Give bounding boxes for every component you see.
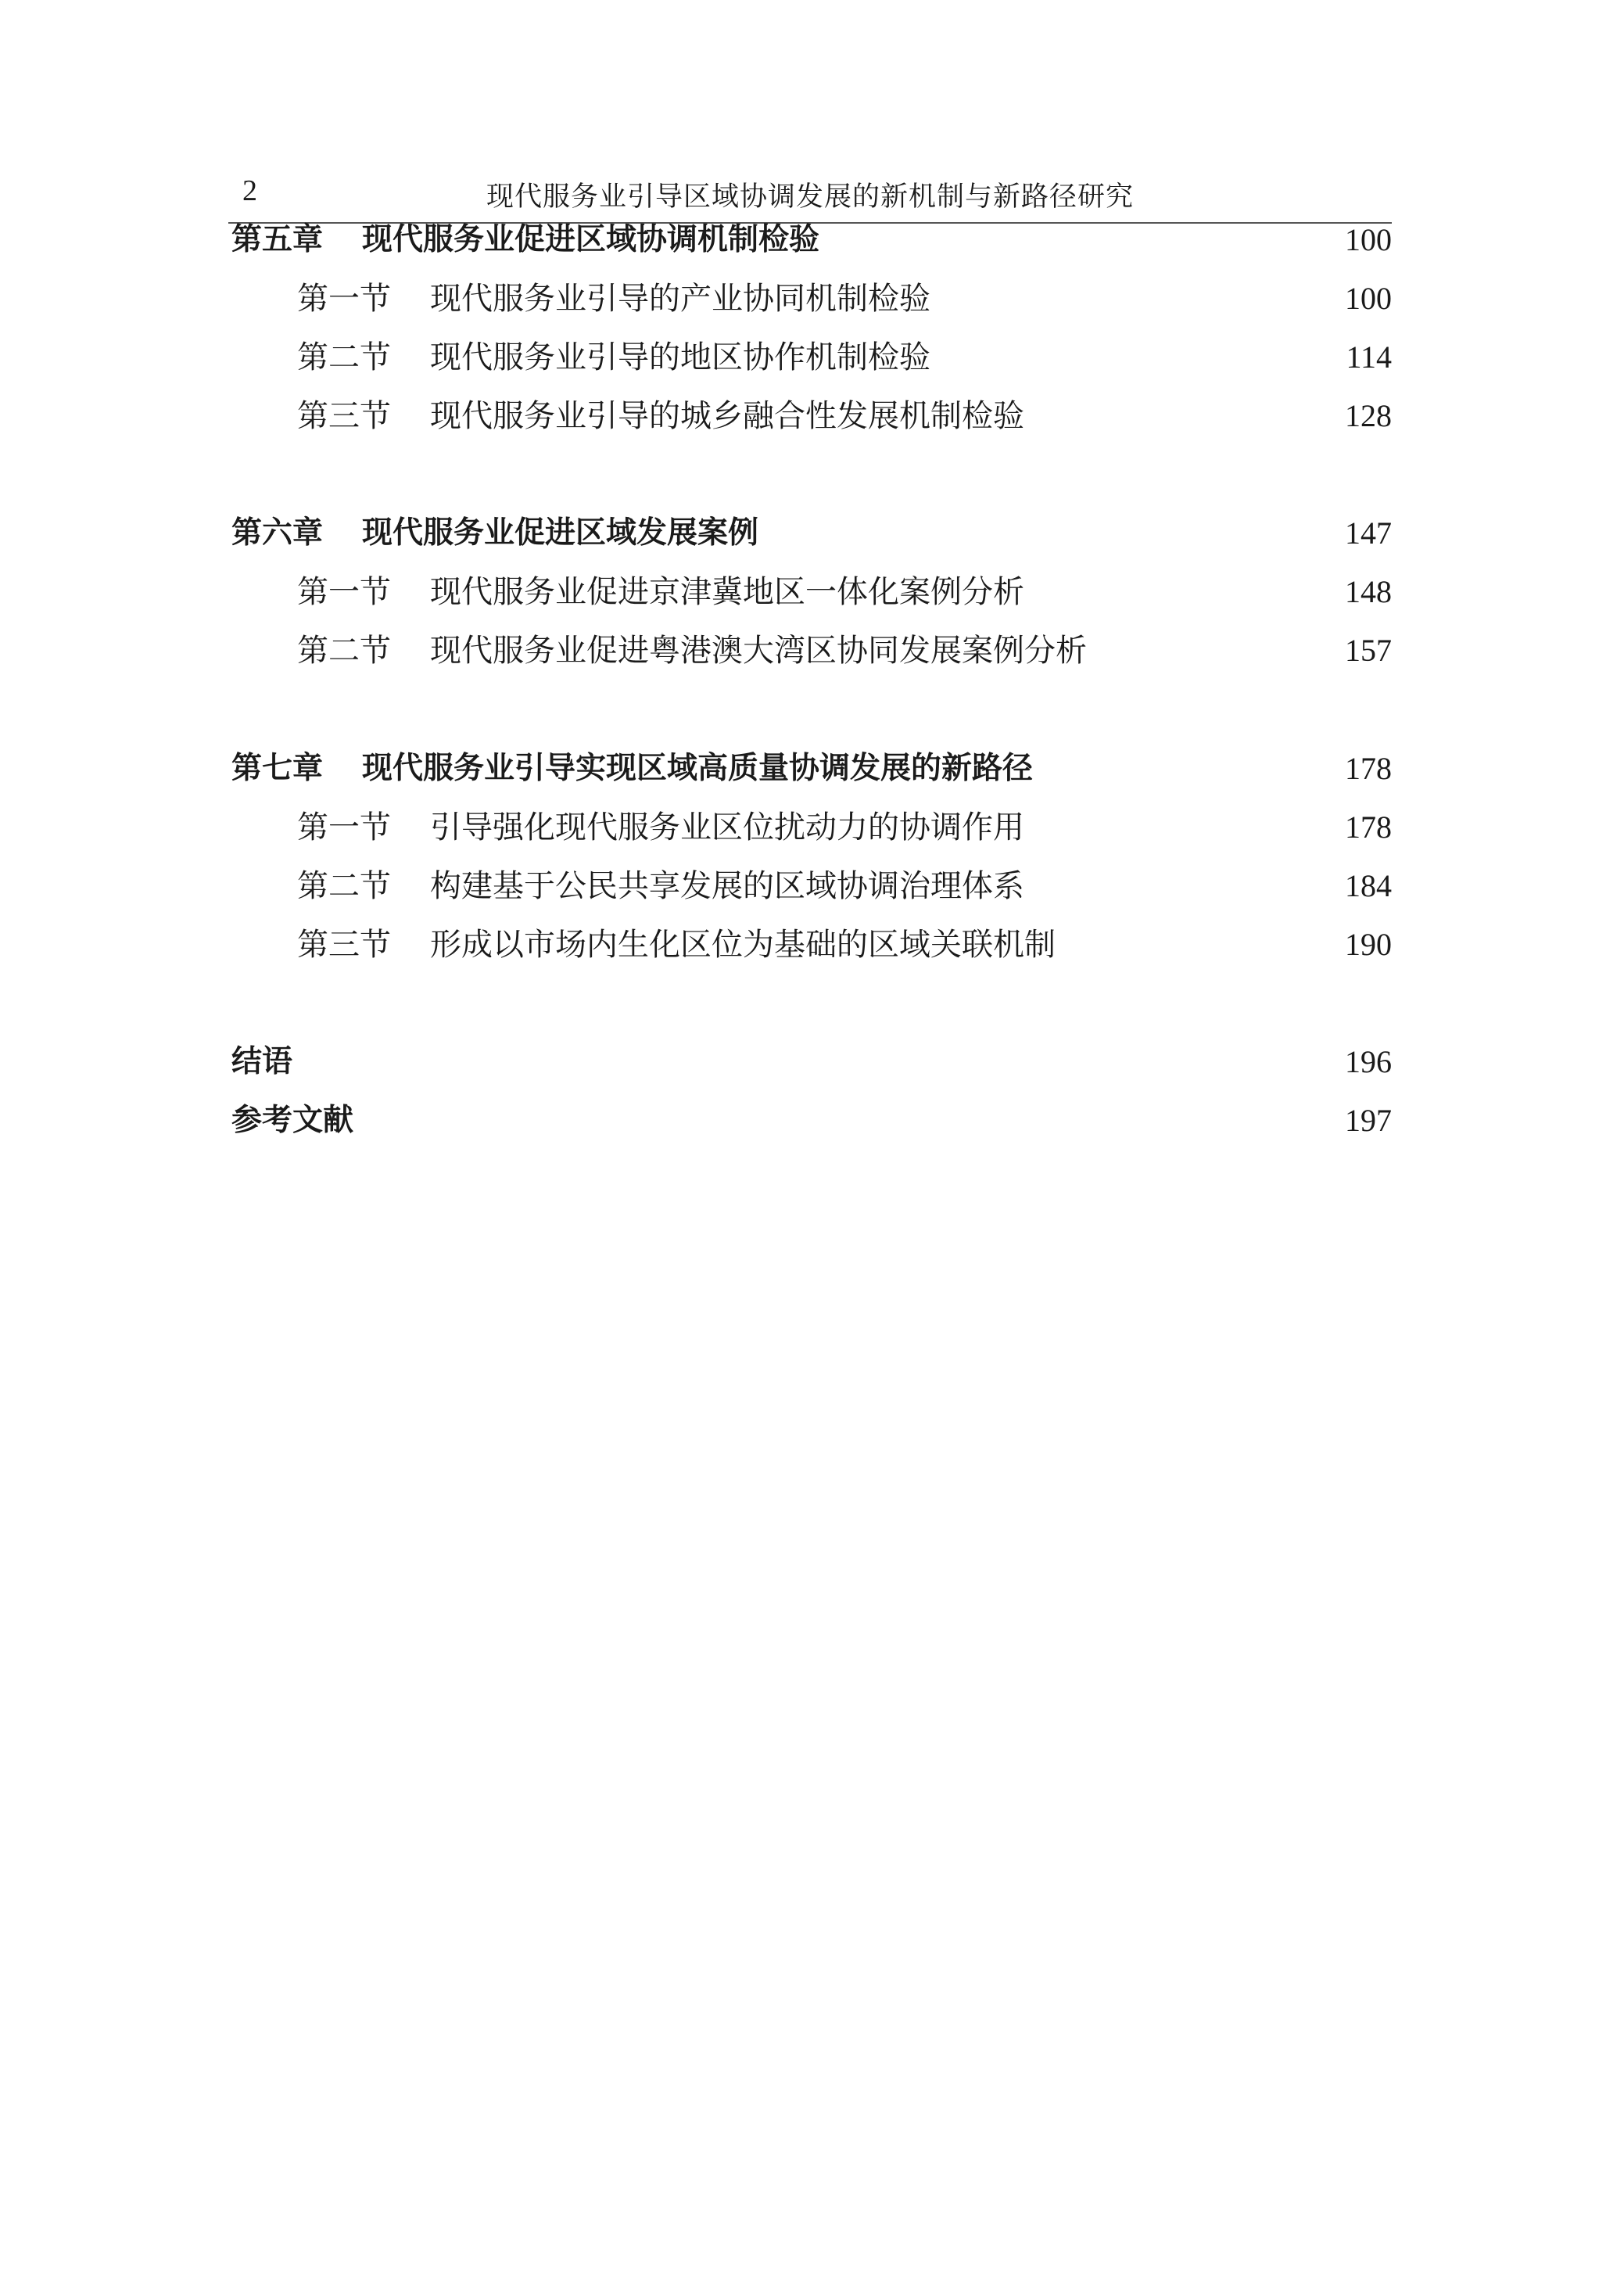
toc-label: 第五章 xyxy=(231,222,324,257)
header-book-title: 现代服务业引导区域协调发展的新机制与新路径研究 xyxy=(486,181,1134,213)
header-page-number: 2 xyxy=(242,174,257,207)
toc-section-5-3[interactable] xyxy=(228,393,1392,440)
toc-title: 现代服务业促进京津冀地区一体化案例分析 xyxy=(430,574,1024,610)
toc-page-number: 196 xyxy=(1345,1044,1392,1079)
toc-title: 现代服务业促进区域协调机制检验 xyxy=(362,222,820,257)
toc-title: 现代服务业引导的地区协作机制检验 xyxy=(430,339,930,375)
toc-label: 第二节 xyxy=(297,339,391,375)
toc-page-number: 197 xyxy=(1345,1103,1392,1138)
toc-page-number: 184 xyxy=(1345,868,1392,903)
toc-conclusion[interactable] xyxy=(228,1039,1392,1086)
toc-title: 现代服务业促进区域发展案例 xyxy=(362,515,759,551)
toc-chapter-7[interactable] xyxy=(228,745,1392,792)
toc-references[interactable] xyxy=(228,1097,1392,1144)
toc-section-6-2[interactable] xyxy=(228,627,1392,674)
toc-label: 第一节 xyxy=(297,809,391,845)
toc-title: 现代服务业促进粤港澳大湾区协同发展案例分析 xyxy=(430,633,1087,669)
toc-section-6-1[interactable] xyxy=(228,569,1392,616)
toc-page-number: 100 xyxy=(1345,222,1392,257)
toc-page-number: 148 xyxy=(1345,574,1392,609)
toc-title: 构建基于公民共享发展的区域协调治理体系 xyxy=(430,868,1024,904)
running-header xyxy=(228,166,1392,224)
toc-label: 第三节 xyxy=(297,398,391,434)
toc-title: 现代服务业引导的产业协同机制检验 xyxy=(430,281,930,317)
toc-title: 现代服务业引导的城乡融合性发展机制检验 xyxy=(430,398,1024,434)
toc-page-number: 157 xyxy=(1345,633,1392,668)
toc-label: 第二节 xyxy=(297,868,391,904)
toc-page-number: 147 xyxy=(1345,515,1392,551)
toc-chapter-6[interactable] xyxy=(228,510,1392,557)
toc-label: 第六章 xyxy=(231,515,324,551)
toc-label: 第七章 xyxy=(231,751,324,786)
toc-section-7-2[interactable] xyxy=(228,863,1392,910)
toc-section-5-1[interactable] xyxy=(228,275,1392,322)
toc-title: 引导强化现代服务业区位扰动力的协调作用 xyxy=(430,809,1024,845)
toc-page-number: 100 xyxy=(1345,281,1392,316)
toc-label: 第三节 xyxy=(297,927,391,963)
toc-page-number: 178 xyxy=(1345,751,1392,786)
toc-label: 第一节 xyxy=(297,574,391,610)
toc-title: 参考文献 xyxy=(231,1103,354,1138)
toc-title: 现代服务业引导实现区域高质量协调发展的新路径 xyxy=(362,751,1034,786)
toc-section-5-2[interactable] xyxy=(228,334,1392,381)
toc-page-number: 178 xyxy=(1345,809,1392,845)
toc-section-7-1[interactable] xyxy=(228,804,1392,851)
toc-page-number: 128 xyxy=(1345,398,1392,433)
toc-title: 形成以市场内生化区位为基础的区域关联机制 xyxy=(430,927,1056,963)
toc-chapter-5[interactable] xyxy=(228,217,1392,264)
toc-label: 第二节 xyxy=(297,633,391,669)
toc-section-7-3[interactable] xyxy=(228,921,1392,968)
toc-page-number: 114 xyxy=(1346,339,1392,375)
toc-label: 第一节 xyxy=(297,281,391,317)
toc-title: 结语 xyxy=(231,1044,293,1079)
toc-page-number: 190 xyxy=(1345,927,1392,962)
